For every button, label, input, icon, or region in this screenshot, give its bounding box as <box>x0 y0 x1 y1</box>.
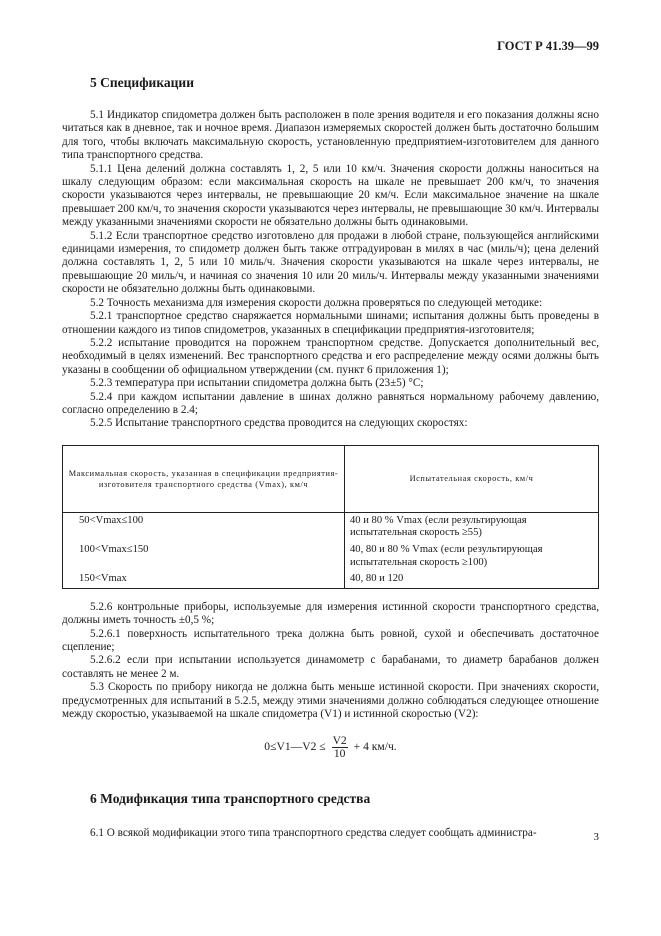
document-body <box>62 66 599 841</box>
table-header-test-speed: Испытательная скорость, км/ч <box>345 445 599 512</box>
table-header-max-speed: Максимальная скорость, указанная в спецификации предприятия-изготовителя транспортного средства (Vmax), км/ч <box>63 445 345 512</box>
table-cell-range: 150<Vmax <box>63 571 345 588</box>
test-speed-table <box>62 445 599 589</box>
table-cell-range: 50<Vmax≤100 <box>63 512 345 542</box>
section-5-title: 5 Спецификации <box>90 75 194 90</box>
table-cell-speeds: 40, 80 и 80 % Vmax (если результирующая испытательная скорость ≥100) <box>345 542 599 571</box>
formula-right: + 4 км/ч. <box>353 740 397 754</box>
paragraph-5-2-1: 5.2.1 транспортное средство снаряжается нормальными шинами; испытания должны быть проведены в отношении каждого из типов спидометров, указанных в спецификации предприятия-изготовителя; <box>62 310 599 336</box>
table-row <box>63 571 599 588</box>
paragraph-5-1-2: 5.1.2 Если транспортное средство изготовлено для продажи в любой стране, пользующейся английскими единицами измерения, то спидометр должен быть также отградуирован в милях в час (миль/ч); цена делений должна составлять 1, 2, 5 или 10 миль/ч. Значения скорости указываются на шкале через интервалы, не превышающие 20 миль/ч, и начиная со значения 10 или 20 миль/ч. Интервалы между указанными значениями скорости не обязательно должны быть одинаковыми. <box>62 229 599 296</box>
paragraph-5-3: 5.3 Скорость по прибору никогда не должна быть меньше истинной скорости. При значениях скорости, предусмотренных для испытаний в 5.2.5, между этими значениями должно соблюдаться следующее отношение между скоростью, указываемой на шкале спидометра (V1) и истинной скоростью (V2): <box>62 681 599 720</box>
speed-formula <box>62 735 599 769</box>
paragraph-5-2-6: 5.2.6 контрольные приборы, используемые для измерения истинной скорости транспортного средства, должны иметь точность ±0,5 %; <box>62 600 599 627</box>
paragraph-5-2-6-2: 5.2.6.2 если при испытании используется динамометр с барабанами, то диаметр барабанов должен составлять не менее 2 м. <box>62 654 599 680</box>
paragraph-5-1: 5.1 Индикатор спидометра должен быть расположен в поле зрения водителя и его показания должны ясно читаться как в дневное, так и ночное время. Диапазон измеряемых скоростей должен быть достаточно большим для того, чтобы включать максимальную скорость, установленную предприятием-изготовителем для данного типа транспортного средства. <box>62 109 599 162</box>
table-cell-range: 100<Vmax≤150 <box>63 542 345 571</box>
formula-fraction <box>332 735 348 760</box>
section-6-title: 6 Модификация типа транспортного средства <box>90 791 371 807</box>
table-row <box>63 542 599 571</box>
page-number: 3 <box>593 831 599 843</box>
formula-denominator: 10 <box>333 747 346 761</box>
paragraph-5-2-2: 5.2.2 испытание проводится на порожнем транспортном средстве. Допускается дополнительный вес, необходимый в целях изменений. Вес транспортного средства и его распределение между осями должны быть указаны в сообщении об официальном утверждении (см. пункт 6 приложения 1); <box>62 336 599 376</box>
paragraph-5-2-6-1: 5.2.6.1 поверхность испытательного трека должна быть ровной, сухой и обеспечивать достаточное сцепление; <box>62 627 599 653</box>
table-row <box>63 512 599 542</box>
paragraph-5-2-3: 5.2.3 температура при испытании спидометра должна быть (23±5) °С; <box>90 377 424 390</box>
paragraph-5-2-5: 5.2.5 Испытание транспортного средства проводится на следующих скоростях: <box>90 417 468 430</box>
paragraph-6-1: 6.1 О всякой модификации этого типа транспортного средства следует сообщать администра- <box>90 827 537 840</box>
table-cell-speeds: 40, 80 и 120 <box>345 571 599 588</box>
formula-numerator: V2 <box>332 734 347 748</box>
paragraph-5-2-4: 5.2.4 при каждом испытании давление в шинах должно равняться нормальному рабочему давлению, согласно определению в 2.4; <box>62 390 599 416</box>
paragraph-5-1-1: 5.1.1 Цена делений должна составлять 1, 2, 5 или 10 км/ч. Значения скорости должны наноситься на шкалу следующим образом: если максимальная скорость на шкале не превышает 200 км/ч, то значения скорости указываются через интервалы, не превышающие 20 км/ч. Если максимальное значение на шкале превышает 200 км/ч, то значения скорости указываются через интервалы, не превышающие 30 км/ч. Интервалы между указанными значениями скорости не обязательно должны быть одинаковыми. <box>62 162 599 229</box>
standard-header: ГОСТ Р 41.39—99 <box>497 39 599 53</box>
formula-left: 0≤V1—V2 ≤ <box>264 740 326 754</box>
paragraph-5-2: 5.2 Точность механизма для измерения скорости должна проверяться по следующей методике: <box>90 296 543 309</box>
table-cell-speeds: 40 и 80 % Vmax (если результирующая испытательная скорость ≥55) <box>345 512 599 542</box>
